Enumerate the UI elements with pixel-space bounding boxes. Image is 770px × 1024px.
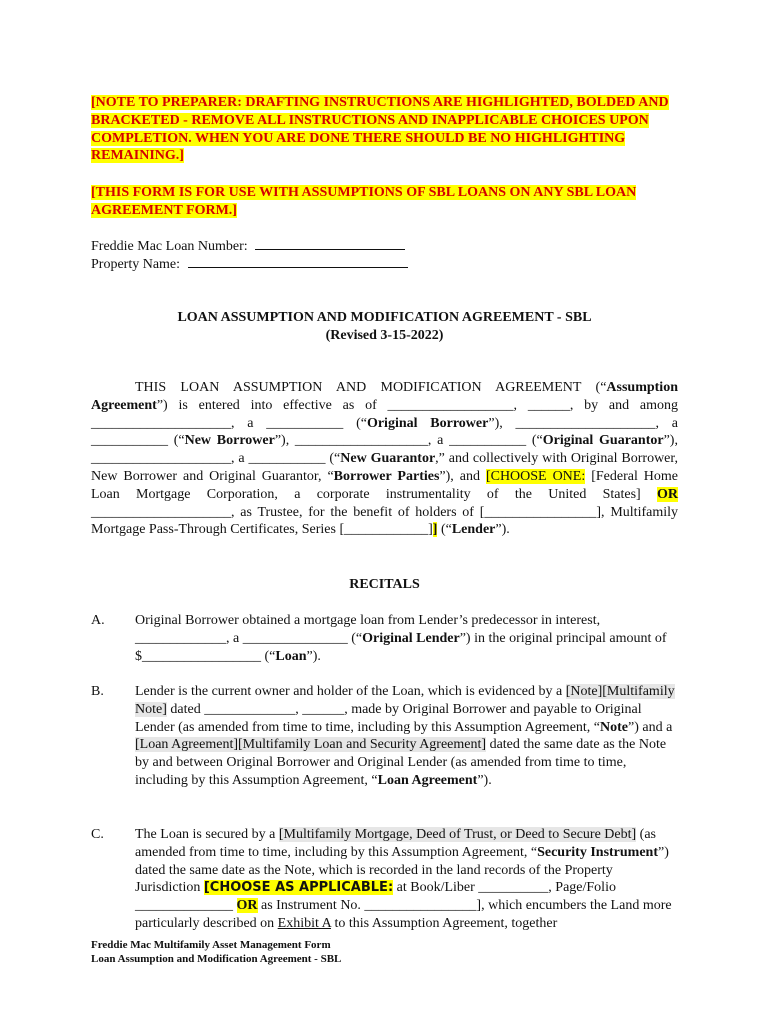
recital-defined-term: Original Lender: [362, 630, 460, 646]
recital-text: dated the same date as the Note by and between Original Borrower and Original Lender (as amended from time to time, including by this Assumption Agreement, “: [135, 737, 667, 788]
recital-text: ”) and a: [628, 719, 673, 735]
intro-text: ”), ____________________, a ___________ (“: [91, 433, 678, 467]
intro-defined-term: New Borrower: [184, 433, 275, 449]
intro-text: ”), ____________________, a ___________ (“: [91, 415, 679, 449]
recital-defined-term: Note: [600, 719, 629, 735]
recital-text: as Instrument No. ________________], which encumbers the Land more particularly described on: [135, 898, 672, 931]
recital-text: The Loan is secured by a: [135, 827, 279, 842]
recital-text: ”) dated the same date as the Note, which is recorded in the land records of the Property Jurisdiction: [135, 844, 669, 896]
recital-text: Original Borrower obtained a mortgage loan from Lender’s predecessor in interest, _____________, a _______________ (“: [135, 613, 601, 646]
intro-paragraph: [91, 379, 678, 539]
document-revised-text: (Revised 3-15-2022): [325, 327, 444, 343]
recital-c-text: [135, 826, 678, 933]
loan-number-label: Freddie Mac Loan Number:: [91, 239, 248, 254]
recital-a-label: A.: [91, 613, 105, 628]
close-bracket-instruction: ]: [432, 522, 438, 538]
form-use-note-text: [THIS FORM IS FOR USE WITH ASSUMPTIONS OF SBL LOANS ON ANY SBL LOAN AGREEMENT FORM.]: [91, 185, 637, 218]
page-footer: [91, 938, 341, 966]
recital-text: to this Assumption Agreement, together: [330, 915, 558, 931]
recital-b: [91, 683, 678, 790]
loan-number-blank: [255, 237, 405, 250]
intro-text: ”) is entered into effective as of __________________, ______, by and among ____________________, a ___________ (“: [91, 397, 678, 431]
choose-one-instruction: [CHOOSE ONE:: [485, 468, 586, 484]
intro-text: ”).: [495, 522, 510, 538]
property-name-line: [91, 255, 678, 274]
recital-text: ”).: [306, 648, 321, 664]
footer-line-1: Freddie Mac Multifamily Asset Management Form: [91, 939, 331, 951]
intro-defined-term: Original Borrower: [366, 415, 489, 431]
form-use-note: [91, 184, 678, 220]
recital-text: ”) in the original principal amount of $_________________ (“: [135, 630, 667, 664]
intro-defined-term: Assumption Agreement: [91, 380, 678, 413]
intro-text: [Federal Home Loan Mortgage Corporation, a corporate instrumentality of the United States]: [91, 468, 679, 502]
security-instrument-choice-field: [Multifamily Mortgage, Deed of Trust, or Deed to Secure Debt]: [278, 827, 637, 842]
note-to-preparer: [91, 94, 678, 165]
loan-agreement-choice-field: [Loan Agreement][Multifamily Loan and Security Agreement]: [135, 737, 487, 753]
recital-b-label: B.: [91, 684, 104, 699]
note-to-preparer-text: [NOTE TO PREPARER: DRAFTING INSTRUCTIONS ARE HIGHLIGHTED, BOLDED AND BRACKETED - REMOVE ALL INSTRUCTIONS AND INAPPLICABLE CHOICES UPON COMPLETION. WHEN YOU ARE DONE THERE SHOULD BE NO HIGHLIGHTING REMAINING.]: [91, 95, 669, 164]
note-choice-field: [Note][Multifamily Note]: [135, 684, 675, 717]
recitals-heading: RECITALS: [349, 577, 420, 592]
recital-b-text: [135, 683, 678, 790]
or-instruction: OR: [657, 486, 678, 502]
recital-defined-term: Loan Agreement: [377, 772, 478, 788]
intro-defined-term: Borrower Parties: [333, 468, 440, 484]
intro-text: (“: [437, 522, 452, 538]
recital-a: [91, 612, 678, 665]
recital-defined-term: Security Instrument: [537, 844, 658, 860]
recital-c-label: C.: [91, 827, 104, 842]
intro-defined-term: New Guarantor: [340, 451, 436, 467]
property-name-blank: [188, 255, 408, 268]
intro-text: ,” and collectively with Original Borrower, New Borrower and Original Guarantor, “: [91, 451, 678, 484]
intro-defined-term: Lender: [451, 522, 496, 538]
document-title: [91, 309, 678, 345]
footer-line-2: Loan Assumption and Modification Agreement - SBL: [91, 953, 342, 965]
exhibit-a-reference: Exhibit A: [277, 915, 331, 931]
intro-text: ”), ___________________, a ___________ (“: [274, 433, 543, 449]
intro-defined-term: Original Guarantor: [542, 433, 664, 449]
recital-text: (as amended from time to time, including by this Assumption Agreement, “: [135, 827, 656, 860]
recital-defined-term: Loan: [275, 648, 307, 664]
recital-a-text: [135, 612, 678, 665]
recital-text: ”).: [477, 772, 492, 788]
recital-text: dated _____________, ______, made by Original Borrower and payable to Original Lender (as amended from time to time, including by this Assumption Agreement, “: [135, 701, 642, 735]
property-name-label: Property Name:: [91, 257, 181, 272]
recital-c: [91, 826, 678, 933]
choose-as-applicable-instruction: [CHOOSE AS APPLICABLE:: [203, 880, 394, 896]
loan-number-line: [91, 237, 678, 256]
intro-text: ”), and: [439, 468, 486, 484]
recital-text: at Book/Liber __________, Page/Folio ______________: [135, 880, 616, 914]
or-instruction: OR: [236, 898, 258, 914]
intro-text: THIS LOAN ASSUMPTION AND MODIFICATION AGREEMENT (“: [135, 380, 607, 395]
document-title-text: LOAN ASSUMPTION AND MODIFICATION AGREEMENT - SBL: [177, 310, 592, 325]
intro-text: ____________________, as Trustee, for the benefit of holders of [________________], Multifamily Mortgage Pass-Through Certificates, Series [____________]: [91, 504, 678, 538]
recital-text: Lender is the current owner and holder of the Loan, which is evidenced by a: [135, 684, 566, 699]
